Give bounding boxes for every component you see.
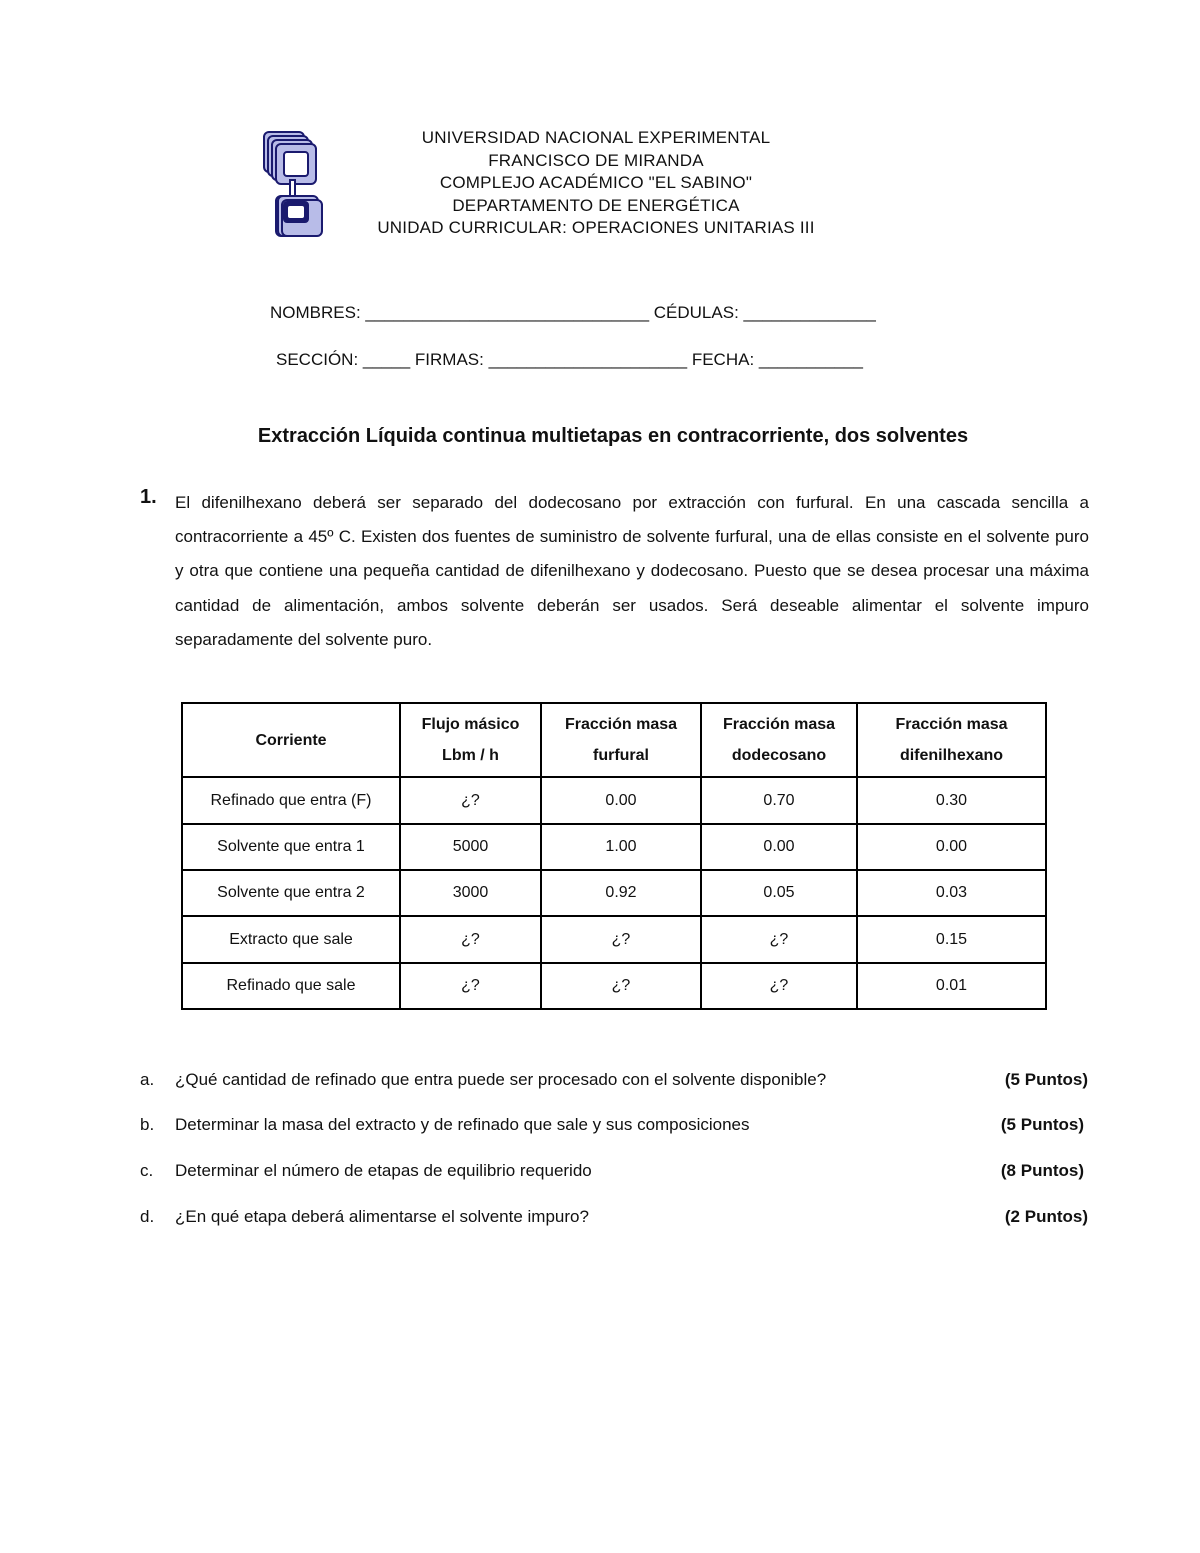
header-line-university: UNIVERSIDAD NACIONAL EXPERIMENTAL <box>421 128 771 147</box>
table-cell: 0.00 <box>701 824 857 870</box>
table-header-row <box>182 703 1046 777</box>
institution-header <box>300 127 892 240</box>
header-dodecosane-fraction: Fracción masa dodecosano <box>701 703 857 777</box>
header-line-department: DEPARTAMENTO DE ENERGÉTICA <box>452 195 740 215</box>
names-ids-field: NOMBRES: ______________________________ CÉDULAS: ______________ <box>270 303 876 322</box>
header-stream: Corriente <box>182 703 400 777</box>
table-cell: 0.03 <box>857 870 1046 916</box>
subquestion-points: (8 Puntos) <box>1000 1161 1084 1180</box>
question-text: El difenilhexano deberá ser separado del dodecosano por extracción con furfural. En una cascada sencilla a contracorriente a 45º C. Existen dos fuentes de suministro de solvente furfural, una de ellas consiste en el solvente puro y otra que contiene una pequeña cantidad de difenilhexano y dodecosano. Puesto que se desea procesar una máxima cantidad de alimentación, ambos solvente deberán ser usados. Será deseable alimentar el solvente impuro separadamente del solvente puro. <box>175 493 1089 649</box>
table-cell: ¿? <box>400 777 541 823</box>
table-cell: ¿? <box>541 916 701 962</box>
table-cell: 0.00 <box>857 824 1046 870</box>
header-mass-flow: Flujo másico Lbm / h <box>400 703 541 777</box>
table-row <box>182 916 1046 962</box>
table-cell: ¿? <box>541 963 701 1009</box>
subquestion-letter: d. <box>140 1207 155 1226</box>
subquestion-points: (5 Puntos) <box>1000 1115 1084 1134</box>
table-cell: 0.30 <box>857 777 1046 823</box>
stream-data-table <box>181 702 1047 1010</box>
table-cell: ¿? <box>400 963 541 1009</box>
table-cell: 0.01 <box>857 963 1046 1009</box>
table-row <box>182 777 1046 823</box>
table-cell: 1.00 <box>541 824 701 870</box>
table-cell: 5000 <box>400 824 541 870</box>
table-row <box>182 870 1046 916</box>
document-title: Extracción Líquida continua multietapas en contracorriente, dos solventes <box>257 425 969 447</box>
section-signature-date-field: SECCIÓN: _____ FIRMAS: _____________________ FECHA: ___________ <box>276 350 863 369</box>
table-cell: Refinado que entra (F) <box>182 777 400 823</box>
table-cell: ¿? <box>701 963 857 1009</box>
table-cell: Extracto que sale <box>182 916 400 962</box>
table-cell: 0.92 <box>541 870 701 916</box>
subquestion-text: ¿Qué cantidad de refinado que entra puede ser procesado con el solvente disponible? <box>175 1070 827 1089</box>
table-cell: ¿? <box>701 916 857 962</box>
subquestion-text: ¿En qué etapa deberá alimentarse el solvente impuro? <box>175 1207 589 1226</box>
subquestion-points: (2 Puntos) <box>1004 1207 1088 1226</box>
subquestion-letter: c. <box>140 1161 154 1180</box>
question-number: 1. <box>140 486 157 508</box>
header-diphenylhexane-fraction: Fracción masa difenilhexano <box>857 703 1046 777</box>
table-cell: Refinado que sale <box>182 963 400 1009</box>
table-cell: 0.70 <box>701 777 857 823</box>
table-cell: ¿? <box>400 916 541 962</box>
table-row <box>182 824 1046 870</box>
subquestion-points: (5 Puntos) <box>1004 1070 1088 1089</box>
header-line-campus: COMPLEJO ACADÉMICO "EL SABINO" <box>439 173 753 193</box>
table-cell: Solvente que entra 2 <box>182 870 400 916</box>
subquestion-text: Determinar el número de etapas de equilibrio requerido <box>175 1161 592 1180</box>
table-cell: 0.15 <box>857 916 1046 962</box>
table-cell: 0.05 <box>701 870 857 916</box>
table-cell: 3000 <box>400 870 541 916</box>
table-cell: Solvente que entra 1 <box>182 824 400 870</box>
header-line-course: UNIDAD CURRICULAR: OPERACIONES UNITARIAS III <box>377 218 815 238</box>
subquestion-letter: b. <box>140 1115 155 1134</box>
header-line-name: FRANCISCO DE MIRANDA <box>488 150 704 170</box>
subquestion-text: Determinar la masa del extracto y de refinado que sale y sus composiciones <box>175 1115 750 1134</box>
subquestion-letter: a. <box>140 1070 155 1089</box>
table-row <box>182 963 1046 1009</box>
header-furfural-fraction: Fracción masa furfural <box>541 703 701 777</box>
table-cell: 0.00 <box>541 777 701 823</box>
